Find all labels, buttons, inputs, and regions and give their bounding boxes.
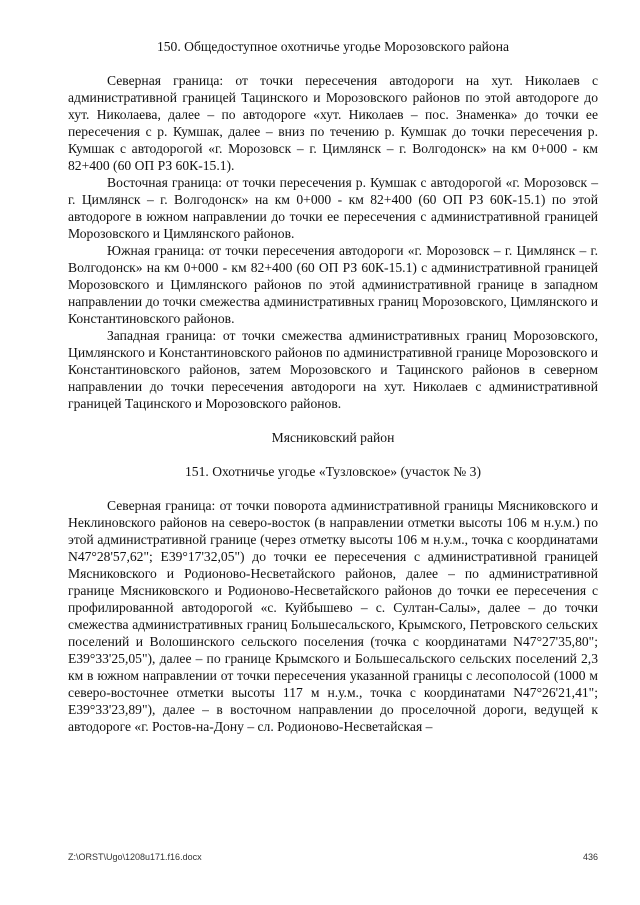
district-heading: Мясниковский район: [271, 430, 395, 445]
section-150-east-border: Восточная граница: от точки пересечения р. Кумшак с автодорогой «г. Морозовск – г. Цимлянск – г. Волгодонск» на км 0+000 - км 82+400 (60 ОП РЗ 60К-15.1) по этой автодороге в южном направлении до точки ее пересечения с административной границей Морозовского и Цимлянского районов.: [68, 175, 598, 241]
section-150-south-border: Южная граница: от точки пересечения автодороги «г. Морозовск – г. Цимлянск – г. Волгодонск» на км 0+000 - км 82+400 (60 ОП РЗ 60К-15.1) с административной границей Морозовского и Цимлянского районов по этой административной границе в западном направлении до точки смежества административных границ Морозовского, Цимлянского и Константиновского районов.: [68, 243, 598, 326]
section-150-title: 150. Общедоступное охотничье угодье Морозовского района: [156, 39, 510, 54]
page-number: 436: [582, 852, 598, 862]
section-151-north-border: Северная граница: от точки поворота административной границы Мясниковского и Неклиновского районов на северо-восток (в направлении отметки высоты 106 м н.у.м.) по этой административной границе (через отметку высоты 106 м н.у.м., точка с координатами N47°28'57,62"; E39°17'32,05") до точки ее пересечения с административной границей Мясниковского и Родионово-Несветайского районов, далее – по административной границе Мясниковского и Родионово-Несветайского районов до точки ее пересечения с профилированной автодорогой «с. Куйбышево – с. Султан-Салы», далее – до точки смежества административных границ Большесальского, Крымского, Петровского сельских поселений и Волошинского сельского поселения (точка с координатами N47°27'35,80"; E39°33'25,05"), далее – по границе Крымского и Большесальского сельских поселений 2,3 км в южном направлении от точки пересечения указанной границы с лесополосой (1000 м северо-восточнее отметки высоты 117 м н.у.м., точка с координатами N47°26'21,41"; E39°33'23,89"), далее – в восточном направлении до проселочной дороги, ведущей к автодороге «г. Ростов-на-Дону – сл. Родионово-Несветайская –: [68, 498, 598, 734]
section-150-north-border: Северная граница: от точки пересечения автодороги на хут. Николаев с административной границей Тацинского и Морозовского районов по этой автодороге до хут. Николаева, далее – по автодороге «хут. Николаев – пос. Знаменка» до точки ее пересечения с р. Кумшак, далее – вниз по течению р. Кумшак до точки пересечения р. Кумшак с автодорогой «г. Морозовск – г. Цимлянск – г. Волгодонск» на км 0+000 - км 82+400 (60 ОП РЗ 60К-15.1).: [68, 73, 598, 173]
section-150-west-border: Западная граница: от точки смежества административных границ Морозовского, Цимлянского и Константиновского районов по административной границе Морозовского и Константиновского районов, затем Морозовского и Тацинского районов в северном направлении до точки пересечения автодороги на хут. Николаев с административной границей Тацинского и Морозовского районов.: [68, 328, 598, 411]
document-content: [68, 38, 598, 735]
file-path: Z:\ORST\Ugo\1208u171.f16.docx: [68, 852, 202, 862]
section-151-title: 151. Охотничье угодье «Тузловское» (участок № 3): [185, 464, 481, 479]
